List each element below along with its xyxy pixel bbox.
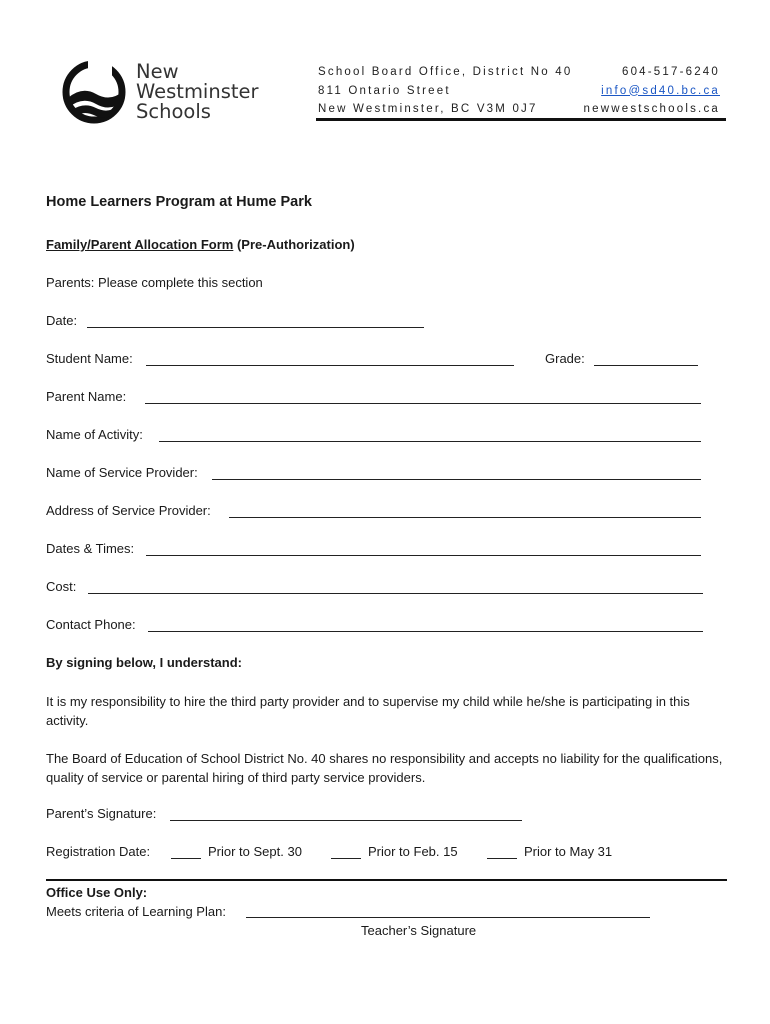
contact-phone-field[interactable] — [148, 631, 703, 632]
parent-name-label: Parent Name: — [46, 389, 127, 404]
feb-option: Prior to Feb. 15 — [368, 844, 458, 859]
student-name-label: Student Name: — [46, 351, 133, 366]
provider-address-field[interactable] — [229, 517, 701, 518]
student-name-field[interactable] — [146, 365, 514, 366]
office-heading: Office Use Only: — [46, 885, 148, 900]
sept-option: Prior to Sept. 30 — [208, 844, 302, 859]
school-contact — [584, 63, 720, 119]
criteria-field[interactable] — [246, 917, 650, 918]
registration-label: Registration Date: — [46, 844, 151, 859]
form-subtitle: Family/Parent Allocation Form (Pre-Authorization) — [46, 237, 355, 252]
dates-times-label: Dates & Times: — [46, 541, 135, 556]
header-divider — [316, 118, 726, 121]
school-address: School Board Office, District No 40 811 Ontario Street New Westminster, BC V3M 0J7 — [318, 66, 573, 115]
parent-signature-field[interactable] — [170, 820, 522, 821]
provider-address-label: Address of Service Provider: — [46, 503, 211, 518]
liability-paragraph: The Board of Education of School District No. 40 shares no responsibility and accepts no liability for the qualifications, quality of service or parental hiring of third party service providers. — [46, 751, 723, 785]
signing-heading: By signing below, I understand: — [46, 655, 242, 670]
grade-field[interactable] — [594, 365, 698, 366]
date-label: Date: — [46, 313, 78, 328]
may-checkbox-line[interactable] — [487, 858, 517, 859]
contact-phone-label: Contact Phone: — [46, 617, 136, 632]
email-link[interactable]: info@sd40.bc.ca — [601, 84, 720, 97]
logo-wordmark: New Westminster Schools — [136, 60, 259, 123]
phone-number: 604-517-6240 — [621, 66, 720, 78]
responsibility-paragraph: It is my responsibility to hire the third party provider and to supervise my child while he/she is participating in this activity. — [46, 694, 690, 728]
may-option: Prior to May 31 — [524, 844, 613, 859]
sept-checkbox-line[interactable] — [171, 858, 201, 859]
activity-label: Name of Activity: — [46, 427, 143, 442]
page-title: Home Learners Program at Hume Park — [46, 194, 312, 210]
parent-name-field[interactable] — [145, 403, 701, 404]
cost-field[interactable] — [88, 593, 703, 594]
provider-field[interactable] — [212, 479, 701, 480]
teacher-signature-label: Teacher’s Signature — [361, 923, 477, 938]
feb-checkbox-line[interactable] — [331, 858, 361, 859]
grade-label: Grade: — [545, 351, 585, 366]
office-divider — [46, 879, 727, 881]
parent-signature-label: Parent’s Signature: — [46, 806, 157, 821]
criteria-label: Meets criteria of Learning Plan: — [46, 904, 226, 919]
cost-label: Cost: — [46, 579, 77, 594]
dates-times-field[interactable] — [146, 555, 701, 556]
date-field[interactable] — [87, 327, 424, 328]
website: newwestschools.ca — [583, 103, 720, 115]
provider-label: Name of Service Provider: — [46, 465, 198, 480]
instruction-text: Parents: Please complete this section — [46, 275, 263, 290]
activity-field[interactable] — [159, 441, 701, 442]
